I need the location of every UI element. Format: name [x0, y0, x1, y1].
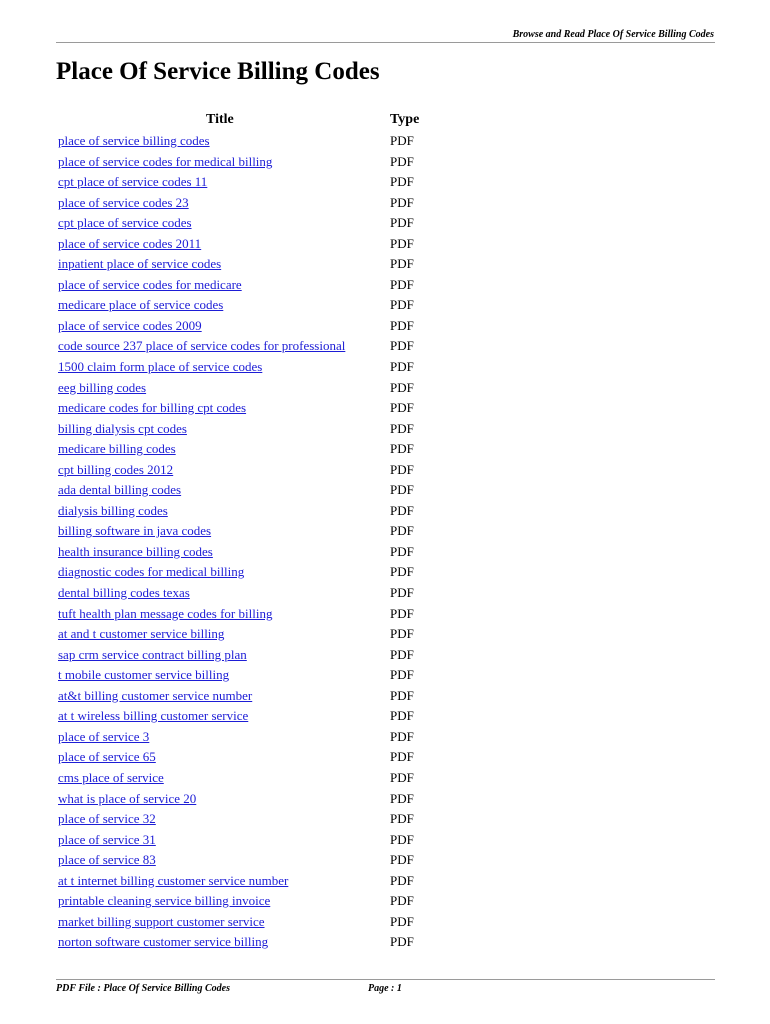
document-type: PDF — [390, 913, 414, 929]
table-row — [58, 255, 498, 276]
table-row — [58, 872, 498, 893]
document-type: PDF — [390, 256, 414, 272]
document-title-link[interactable]: at and t customer service billing — [58, 626, 225, 642]
document-title-link[interactable]: at&t billing customer service number — [58, 687, 253, 703]
footer-divider — [56, 979, 715, 980]
document-type: PDF — [390, 708, 414, 724]
column-header-type: Type — [390, 112, 420, 127]
table-row — [58, 481, 498, 502]
document-title-link[interactable]: cpt place of service codes — [58, 215, 192, 231]
document-type: PDF — [390, 297, 414, 313]
document-title-link[interactable]: cpt billing codes 2012 — [58, 461, 174, 477]
document-title-link[interactable]: billing software in java codes — [58, 523, 212, 539]
document-title-link[interactable]: sap crm service contract billing plan — [58, 646, 247, 662]
document-title-link[interactable]: eeg billing codes — [58, 379, 147, 395]
document-title-link[interactable]: place of service 65 — [58, 749, 156, 765]
table-row — [58, 317, 498, 338]
header-divider — [56, 42, 715, 43]
document-title-link[interactable]: norton software customer service billing — [58, 934, 269, 950]
table-row — [58, 892, 498, 913]
document-type: PDF — [390, 194, 414, 210]
table-row — [58, 522, 498, 543]
document-title-link[interactable]: place of service 83 — [58, 852, 156, 868]
footer-page-number: Page : 1 — [368, 983, 402, 994]
document-title-link[interactable]: dental billing codes texas — [58, 585, 190, 601]
document-title-link[interactable]: medicare codes for billing cpt codes — [58, 400, 247, 416]
document-title-link[interactable]: printable cleaning service billing invoice — [58, 893, 271, 909]
document-type: PDF — [390, 626, 414, 642]
table-row — [58, 831, 498, 852]
document-title-link[interactable]: cms place of service — [58, 769, 164, 785]
table-row — [58, 296, 498, 317]
document-title-link[interactable]: market billing support customer service — [58, 913, 265, 929]
document-title-link[interactable]: at t internet billing customer service number — [58, 872, 289, 888]
table-row — [58, 687, 498, 708]
table-row — [58, 173, 498, 194]
document-type: PDF — [390, 790, 414, 806]
table-row — [58, 543, 498, 564]
document-type: PDF — [390, 235, 414, 251]
table-row — [58, 646, 498, 667]
table-row — [58, 132, 498, 153]
document-type: PDF — [390, 379, 414, 395]
table-row — [58, 851, 498, 872]
document-title-link[interactable]: inpatient place of service codes — [58, 256, 222, 272]
document-title-link[interactable]: code source 237 place of service codes for professional — [58, 338, 346, 354]
document-type: PDF — [390, 585, 414, 601]
document-title-link[interactable]: cpt place of service codes 11 — [58, 174, 208, 190]
document-title-link[interactable]: place of service codes for medicare — [58, 276, 242, 292]
document-title-link[interactable]: tuft health plan message codes for billing — [58, 605, 273, 621]
document-title-link[interactable]: health insurance billing codes — [58, 543, 213, 559]
document-type: PDF — [390, 749, 414, 765]
document-title-link[interactable]: 1500 claim form place of service codes — [58, 359, 263, 375]
document-type: PDF — [390, 667, 414, 683]
table-row — [58, 337, 498, 358]
document-type: PDF — [390, 934, 414, 950]
document-title-link[interactable]: what is place of service 20 — [58, 790, 197, 806]
table-row — [58, 707, 498, 728]
document-title-link[interactable]: place of service codes 2011 — [58, 235, 202, 251]
document-type: PDF — [390, 605, 414, 621]
table-row — [58, 153, 498, 174]
document-title-link[interactable]: billing dialysis cpt codes — [58, 420, 187, 436]
document-type: PDF — [390, 317, 414, 333]
document-title-link[interactable]: place of service billing codes — [58, 133, 210, 148]
document-type: PDF — [390, 420, 414, 436]
document-type: PDF — [390, 133, 414, 148]
document-title-link[interactable]: place of service codes 2009 — [58, 317, 202, 333]
footer-file-label: PDF File : Place Of Service Billing Codes — [56, 983, 230, 994]
table-row — [58, 605, 498, 626]
document-title-link[interactable]: at t wireless billing customer service — [58, 708, 249, 724]
document-type: PDF — [390, 646, 414, 662]
document-type: PDF — [390, 831, 414, 847]
document-title-link[interactable]: place of service 32 — [58, 811, 156, 827]
table-row — [58, 461, 498, 482]
table-row — [58, 748, 498, 769]
document-type: PDF — [390, 564, 414, 580]
document-type: PDF — [390, 461, 414, 477]
table-row — [58, 235, 498, 256]
table-row — [58, 913, 498, 934]
document-type: PDF — [390, 441, 414, 457]
document-title-link[interactable]: dialysis billing codes — [58, 502, 168, 518]
document-type: PDF — [390, 728, 414, 744]
document-type: PDF — [390, 502, 414, 518]
document-title-link[interactable]: place of service 3 — [58, 728, 150, 744]
column-header-title: Title — [206, 112, 234, 127]
table-row — [58, 584, 498, 605]
table-row — [58, 399, 498, 420]
table-row — [58, 933, 498, 954]
document-title-link[interactable]: medicare billing codes — [58, 441, 176, 457]
document-type: PDF — [390, 523, 414, 539]
document-type: PDF — [390, 893, 414, 909]
table-row — [58, 625, 498, 646]
table-row — [58, 379, 498, 400]
document-type: PDF — [390, 174, 414, 190]
document-title-link[interactable]: ada dental billing codes — [58, 482, 182, 498]
document-type: PDF — [390, 338, 414, 354]
table-row — [58, 214, 498, 235]
table-row — [58, 440, 498, 461]
document-title-link[interactable]: medicare place of service codes — [58, 297, 224, 313]
document-type: PDF — [390, 215, 414, 231]
document-title-link[interactable]: t mobile customer service billing — [58, 667, 230, 683]
document-type: PDF — [390, 543, 414, 559]
table-row — [58, 728, 498, 749]
document-type: PDF — [390, 811, 414, 827]
document-type: PDF — [390, 400, 414, 416]
table-row — [58, 502, 498, 523]
document-title-link[interactable]: place of service codes 23 — [58, 194, 189, 210]
table-row — [58, 769, 498, 790]
running-header: Browse and Read Place Of Service Billing Codes — [512, 29, 714, 40]
document-title-link[interactable]: diagnostic codes for medical billing — [58, 564, 245, 580]
document-title-link[interactable]: place of service codes for medical billing — [58, 153, 273, 169]
document-type: PDF — [390, 872, 414, 888]
document-type: PDF — [390, 276, 414, 292]
document-type: PDF — [390, 852, 414, 868]
document-type: PDF — [390, 482, 414, 498]
page-title: Place Of Service Billing Codes — [56, 58, 380, 85]
table-row — [58, 810, 498, 831]
document-type: PDF — [390, 687, 414, 703]
table-row — [58, 194, 498, 215]
document-list — [58, 132, 498, 954]
table-row — [58, 420, 498, 441]
document-title-link[interactable]: place of service 31 — [58, 831, 156, 847]
table-row — [58, 666, 498, 687]
table-row — [58, 276, 498, 297]
document-type: PDF — [390, 769, 414, 785]
table-row — [58, 563, 498, 584]
document-type: PDF — [390, 359, 414, 375]
document-type: PDF — [390, 153, 414, 169]
table-row — [58, 790, 498, 811]
table-row — [58, 358, 498, 379]
